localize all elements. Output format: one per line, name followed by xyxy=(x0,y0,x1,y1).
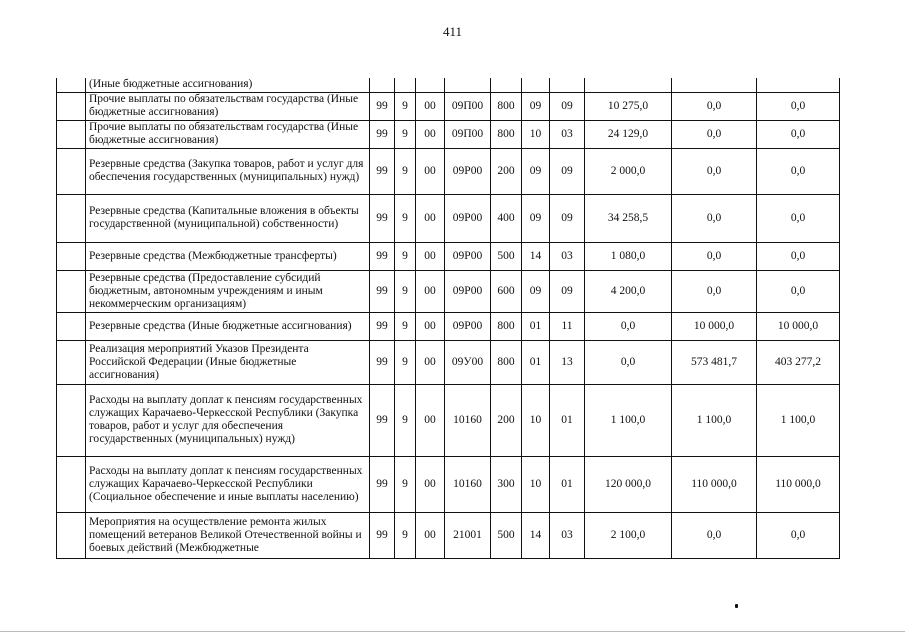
code-cell-c1: 99 xyxy=(370,456,395,512)
blank-cell xyxy=(57,78,86,92)
table-row xyxy=(57,340,840,384)
blank-cell xyxy=(57,384,86,456)
amount-cell-v1: 0,0 xyxy=(585,312,672,340)
amount-cell-v3: 403 277,2 xyxy=(757,340,840,384)
code-cell-c2: 9 xyxy=(395,384,416,456)
code-cell-c7: 03 xyxy=(550,512,585,558)
code-cell-c6: 10 xyxy=(522,456,550,512)
page-edge-line xyxy=(0,631,905,632)
row-description: Резервные средства (Предоставление субсидий бюджетным, автономным учреждениям и иным некоммерческим организациям) xyxy=(86,270,370,312)
amount-cell-v2: 1 100,0 xyxy=(672,384,757,456)
amount-cell-v2: 0,0 xyxy=(672,242,757,270)
code-cell-c3: 00 xyxy=(416,148,445,194)
blank-cell xyxy=(57,242,86,270)
table-row xyxy=(57,512,840,558)
amount-cell-v1: 24 129,0 xyxy=(585,120,672,148)
blank-cell xyxy=(57,456,86,512)
code-cell-c7: 09 xyxy=(550,148,585,194)
row-description: Резервные средства (Иные бюджетные ассигнования) xyxy=(86,312,370,340)
amount-cell-v1: 4 200,0 xyxy=(585,270,672,312)
code-cell-c7: 03 xyxy=(550,120,585,148)
code-cell-c3: 00 xyxy=(416,384,445,456)
code-cell-c5: 400 xyxy=(491,194,522,242)
code-cell-c1: 99 xyxy=(370,120,395,148)
code-cell-c3: 00 xyxy=(416,270,445,312)
code-cell-c2: 9 xyxy=(395,242,416,270)
row-description: Расходы на выплату доплат к пенсиям государственных служащих Карачаево-Черкесской Республики (Закупка товаров, работ и услуг для обеспечения государственных (муниципальных) нужд) xyxy=(86,384,370,456)
amount-cell-v2: 0,0 xyxy=(672,512,757,558)
code-cell-c6: 01 xyxy=(522,340,550,384)
amount-cell-v3: 0,0 xyxy=(757,148,840,194)
code-cell-c4: 09Р00 xyxy=(445,312,491,340)
amount-cell-v3: 0,0 xyxy=(757,120,840,148)
code-cell-c2: 9 xyxy=(395,92,416,120)
code-cell-c6: 01 xyxy=(522,312,550,340)
code-cell-c2: 9 xyxy=(395,340,416,384)
code-cell-c2: 9 xyxy=(395,194,416,242)
code-cell-c3: 00 xyxy=(416,194,445,242)
amount-cell-v1: 2 000,0 xyxy=(585,148,672,194)
amount-cell-v3: 0,0 xyxy=(757,242,840,270)
code-cell-c2: 9 xyxy=(395,120,416,148)
code-cell-c5: 800 xyxy=(491,92,522,120)
blank-cell xyxy=(57,340,86,384)
code-cell-c6: 14 xyxy=(522,242,550,270)
code-cell-c5: 300 xyxy=(491,456,522,512)
row-description: Реализация мероприятий Указов Президента Российской Федерации (Иные бюджетные ассигнования) xyxy=(86,340,370,384)
amount-cell-v1: 10 275,0 xyxy=(585,92,672,120)
page-number: 411 xyxy=(442,24,463,39)
code-cell-c5: 500 xyxy=(491,512,522,558)
code-cell-c4: 10160 xyxy=(445,384,491,456)
scan-speck xyxy=(735,604,738,608)
row-description: Резервные средства (Капитальные вложения в объекты государственной (муниципальной) собственности) xyxy=(86,194,370,242)
amount-cell-v1: 1 080,0 xyxy=(585,242,672,270)
table-row xyxy=(57,242,840,270)
amount-cell-v2: 0,0 xyxy=(672,148,757,194)
amount-cell-v3: 10 000,0 xyxy=(757,312,840,340)
code-cell-c7: 01 xyxy=(550,384,585,456)
row-description: Резервные средства (Закупка товаров, работ и услуг для обеспечения государственных (муниципальных) нужд) xyxy=(86,148,370,194)
table-row xyxy=(57,148,840,194)
row-description: (Иные бюджетные ассигнования) xyxy=(86,78,370,92)
row-description: Резервные средства (Межбюджетные трансферты) xyxy=(86,242,370,270)
table-row xyxy=(57,270,840,312)
code-cell-c4: 09П00 xyxy=(445,92,491,120)
code-cell-c6: 09 xyxy=(522,92,550,120)
code-cell-c3: 00 xyxy=(416,456,445,512)
code-cell-c6: 09 xyxy=(522,194,550,242)
amount-cell-v3: 0,0 xyxy=(757,92,840,120)
code-cell-c7: 09 xyxy=(550,194,585,242)
code-cell-c6: 10 xyxy=(522,384,550,456)
code-cell-c6: 09 xyxy=(522,148,550,194)
code-cell-c6: 14 xyxy=(522,512,550,558)
code-cell-c4: 09Р00 xyxy=(445,270,491,312)
blank-cell xyxy=(57,148,86,194)
code-cell-c7: 13 xyxy=(550,340,585,384)
code-cell-c4: 09У00 xyxy=(445,340,491,384)
amount-cell-v2: 0,0 xyxy=(672,92,757,120)
code-cell-c2: 9 xyxy=(395,270,416,312)
code-cell-c2: 9 xyxy=(395,456,416,512)
amount-cell-v1: 0,0 xyxy=(585,340,672,384)
code-cell-c1: 99 xyxy=(370,194,395,242)
budget-table xyxy=(56,78,840,559)
code-cell-c5: 600 xyxy=(491,270,522,312)
code-cell-c4: 21001 xyxy=(445,512,491,558)
blank-cell xyxy=(57,312,86,340)
code-cell-c1: 99 xyxy=(370,242,395,270)
amount-cell-v3: 1 100,0 xyxy=(757,384,840,456)
code-cell-c3: 00 xyxy=(416,92,445,120)
code-cell-c5: 800 xyxy=(491,120,522,148)
code-cell-c7: 03 xyxy=(550,242,585,270)
row-description: Прочие выплаты по обязательствам государства (Иные бюджетные ассигнования) xyxy=(86,120,370,148)
code-cell-c4: 09Р00 xyxy=(445,148,491,194)
amount-cell-v2: 0,0 xyxy=(672,270,757,312)
table-row xyxy=(57,194,840,242)
blank-cell xyxy=(57,92,86,120)
amount-cell-v3: 0,0 xyxy=(757,270,840,312)
code-cell-c3: 00 xyxy=(416,242,445,270)
code-cell-c4: 09Р00 xyxy=(445,194,491,242)
code-cell-c1: 99 xyxy=(370,512,395,558)
code-cell-c7: 11 xyxy=(550,312,585,340)
code-cell-c4: 09Р00 xyxy=(445,242,491,270)
table-row xyxy=(57,312,840,340)
blank-cell xyxy=(57,194,86,242)
code-cell-c7: 09 xyxy=(550,270,585,312)
amount-cell-v1: 1 100,0 xyxy=(585,384,672,456)
amount-cell-v1: 2 100,0 xyxy=(585,512,672,558)
code-cell-c6: 09 xyxy=(522,270,550,312)
code-cell-c2: 9 xyxy=(395,512,416,558)
table-row-partial xyxy=(57,78,840,92)
code-cell-c3: 00 xyxy=(416,340,445,384)
table-row xyxy=(57,384,840,456)
code-cell-c6: 10 xyxy=(522,120,550,148)
amount-cell-v3: 0,0 xyxy=(757,512,840,558)
row-description: Прочие выплаты по обязательствам государства (Иные бюджетные ассигнования) xyxy=(86,92,370,120)
code-cell-c5: 200 xyxy=(491,148,522,194)
code-cell-c1: 99 xyxy=(370,340,395,384)
amount-cell-v2: 110 000,0 xyxy=(672,456,757,512)
code-cell-c5: 200 xyxy=(491,384,522,456)
table-row xyxy=(57,456,840,512)
amount-cell-v2: 573 481,7 xyxy=(672,340,757,384)
code-cell-c1: 99 xyxy=(370,148,395,194)
code-cell-c7: 01 xyxy=(550,456,585,512)
blank-cell xyxy=(57,120,86,148)
code-cell-c1: 99 xyxy=(370,312,395,340)
code-cell-c4: 09П00 xyxy=(445,120,491,148)
code-cell-c2: 9 xyxy=(395,312,416,340)
code-cell-c3: 00 xyxy=(416,512,445,558)
amount-cell-v2: 10 000,0 xyxy=(672,312,757,340)
blank-cell xyxy=(57,512,86,558)
amount-cell-v3: 110 000,0 xyxy=(757,456,840,512)
amount-cell-v1: 34 258,5 xyxy=(585,194,672,242)
row-description-text: Мероприятия на осуществление ремонта жилых помещений ветеранов Великой Отечественной войны и боевых действий (Межбюджетные xyxy=(89,516,362,554)
row-description xyxy=(86,512,370,558)
code-cell-c3: 00 xyxy=(416,120,445,148)
amount-cell-v1: 120 000,0 xyxy=(585,456,672,512)
code-cell-c4: 10160 xyxy=(445,456,491,512)
code-cell-c3: 00 xyxy=(416,312,445,340)
code-cell-c5: 500 xyxy=(491,242,522,270)
code-cell-c1: 99 xyxy=(370,92,395,120)
amount-cell-v3: 0,0 xyxy=(757,194,840,242)
blank-cell xyxy=(57,270,86,312)
code-cell-c1: 99 xyxy=(370,270,395,312)
table-row xyxy=(57,92,840,120)
code-cell-c7: 09 xyxy=(550,92,585,120)
row-description: Расходы на выплату доплат к пенсиям государственных служащих Карачаево-Черкесской Республики (Социальное обеспечение и иные выплаты населению) xyxy=(86,456,370,512)
amount-cell-v2: 0,0 xyxy=(672,120,757,148)
table-row xyxy=(57,120,840,148)
code-cell-c5: 800 xyxy=(491,340,522,384)
code-cell-c1: 99 xyxy=(370,384,395,456)
code-cell-c5: 800 xyxy=(491,312,522,340)
amount-cell-v2: 0,0 xyxy=(672,194,757,242)
code-cell-c2: 9 xyxy=(395,148,416,194)
